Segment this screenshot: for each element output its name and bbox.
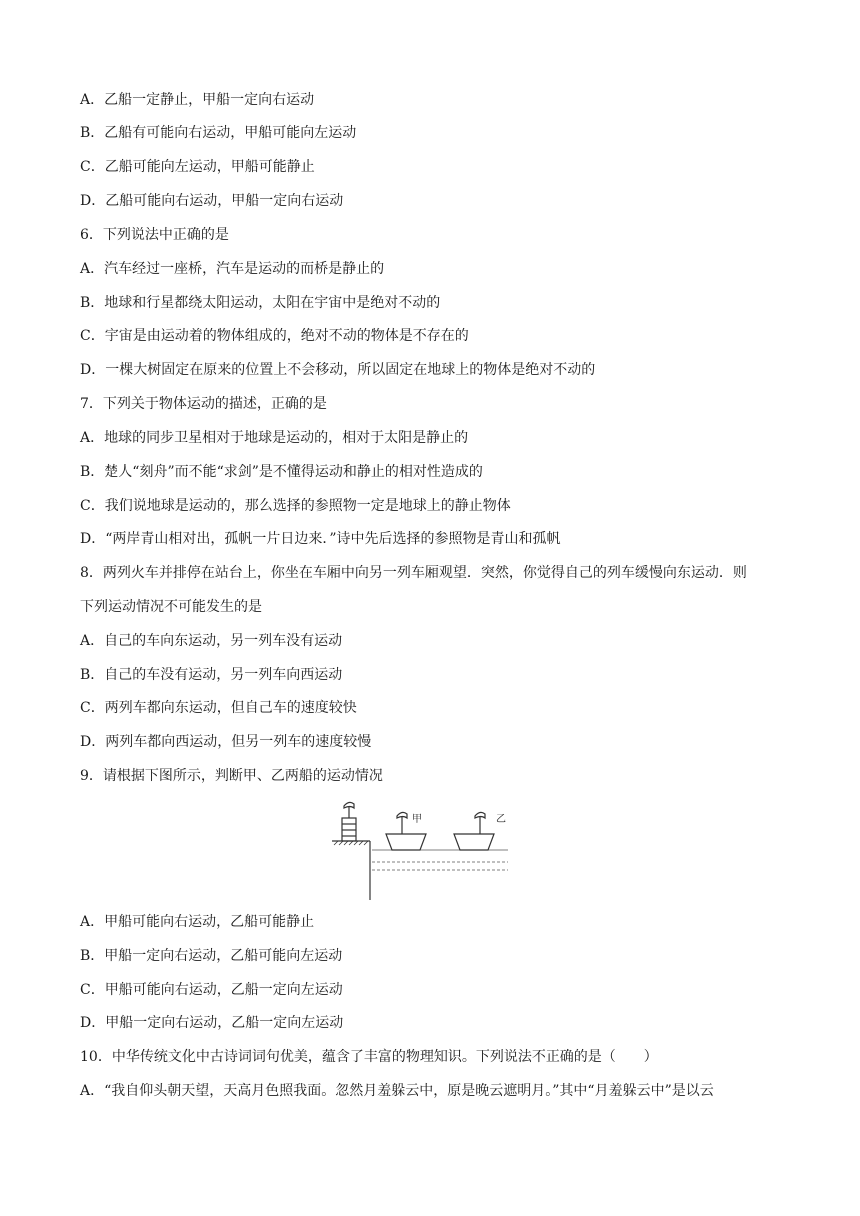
option-6a: A．汽车经过一座桥，汽车是运动的而桥是静止的 — [80, 261, 385, 277]
option-8d: D．两列车都向西运动，但另一列车的速度较慢 — [80, 734, 372, 750]
option-10a: A．“我自仰头朝天望，天高月色照我面。忽然月羞躲云中，原是晚云遮明月。”其中“月羞躲云中”是以云 — [80, 1083, 714, 1099]
question-7: 7．下列关于物体运动的描述，正确的是 — [80, 396, 327, 412]
boat-yi — [454, 812, 494, 850]
option-5a: A．乙船一定静止，甲船一定向右运动 — [80, 92, 315, 108]
boat-yi-label: 乙 — [496, 814, 506, 825]
option-7b: B．楚人“刻舟”而不能“求剑”是不懂得运动和静止的相对性造成的 — [80, 464, 483, 480]
option-8b: B．自己的车没有运动，另一列车向西运动 — [80, 667, 343, 683]
option-9a: A．甲船可能向右运动，乙船可能静止 — [80, 914, 315, 930]
option-5c: C．乙船可能向左运动，甲船可能静止 — [80, 159, 315, 175]
option-9d: D．甲船一定向右运动，乙船一定向左运动 — [80, 1015, 344, 1031]
option-9b: B．甲船一定向右运动，乙船可能向左运动 — [80, 948, 343, 964]
water — [372, 850, 508, 870]
option-6b: B．地球和行星都绕太阳运动，太阳在宇宙中是绝对不动的 — [80, 295, 441, 311]
option-6d: D．一棵大树固定在原来的位置上不会移动，所以固定在地球上的物体是绝对不动的 — [80, 362, 596, 378]
boat-jia-label: 甲 — [412, 814, 422, 825]
option-5b: B．乙船有可能向右运动，甲船可能向左运动 — [80, 125, 357, 141]
option-8c: C．两列车都向东运动，但自己车的速度较快 — [80, 700, 357, 716]
option-7d: D．“两岸青山相对出，孤帆一片日边来．”诗中先后选择的参照物是青山和孤帆 — [80, 531, 561, 547]
option-5d: D．乙船可能向右运动，甲船一定向右运动 — [80, 193, 344, 209]
question-8-line2: 下列运动情况不可能发生的是 — [80, 599, 262, 615]
boats-figure — [330, 790, 510, 900]
option-6c: C．宇宙是由运动着的物体组成的，绝对不动的物体是不存在的 — [80, 328, 469, 344]
question-10: 10．中华传统文化中古诗词词句优美，蕴含了丰富的物理知识。下列说法不正确的是（ ） — [80, 1049, 658, 1065]
question-8-line1: 8．两列火车并排停在站台上，你坐在车厢中向另一列车厢观望．突然，你觉得自己的列车缓慢向东运动．则 — [80, 565, 747, 581]
pier — [332, 802, 370, 900]
option-9c: C．甲船可能向右运动，乙船一定向左运动 — [80, 982, 343, 998]
question-9: 9．请根据下图所示，判断甲、乙两船的运动情况 — [80, 768, 383, 784]
option-8a: A．自己的车向东运动，另一列车没有运动 — [80, 633, 343, 649]
option-7a: A．地球的同步卫星相对于地球是运动的，相对于太阳是静止的 — [80, 430, 469, 446]
option-7c: C．我们说地球是运动的，那么选择的参照物一定是地球上的静止物体 — [80, 498, 511, 514]
question-6: 6．下列说法中正确的是 — [80, 227, 229, 243]
